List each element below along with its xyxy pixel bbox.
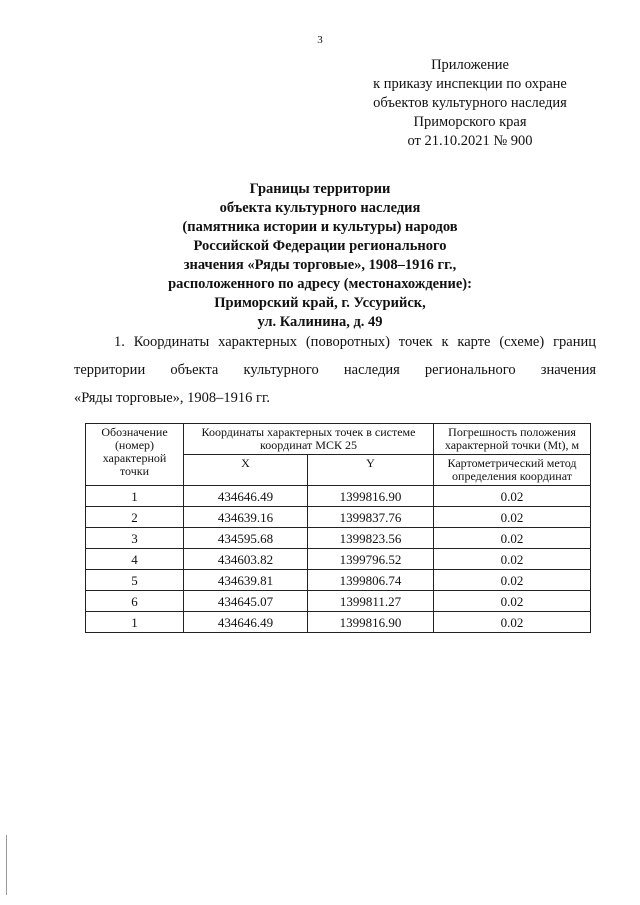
mt-cell: 0.02: [434, 591, 591, 612]
scan-edge-mark: [6, 835, 7, 895]
table-row: [86, 591, 591, 612]
mt-cell: 0.02: [434, 528, 591, 549]
title-line: значения «Ряды торговые», 1908–1916 гг.,: [183, 257, 457, 273]
title-line: Приморский край, г. Уссурийск,: [214, 295, 426, 311]
point-cell: 5: [86, 570, 184, 591]
appendix-block: [340, 56, 600, 151]
body-paragraph: [74, 328, 596, 412]
x-cell: 434639.16: [184, 507, 308, 528]
x-header: X: [184, 455, 308, 486]
x-cell: 434639.81: [184, 570, 308, 591]
mt-cell: 0.02: [434, 612, 591, 633]
y-cell: 1399811.27: [308, 591, 434, 612]
table-row: [86, 612, 591, 633]
table-row: [86, 570, 591, 591]
y-cell: 1399823.56: [308, 528, 434, 549]
point-cell: 4: [86, 549, 184, 570]
method-header: Картометрический метод определения координат: [434, 455, 591, 486]
point-cell: 1: [86, 486, 184, 507]
paragraph-line: «Ряды торговые», 1908–1916 гг.: [74, 390, 270, 406]
title-line: Границы территории: [249, 181, 391, 197]
point-header: Обозначение (номер) характерной точки: [86, 424, 184, 486]
x-cell: 434595.68: [184, 528, 308, 549]
point-cell: 2: [86, 507, 184, 528]
y-cell: 1399816.90: [308, 612, 434, 633]
coords-header: Координаты характерных точек в системе координат МСК 25: [184, 424, 434, 455]
title-line: Российской Федерации регионального: [193, 238, 447, 254]
table-row: [86, 528, 591, 549]
title-line: ул. Калинина, д. 49: [257, 314, 383, 330]
appendix-line: объектов культурного наследия: [373, 95, 567, 111]
y-header: Y: [308, 455, 434, 486]
title-line: (памятника истории и культуры) народов: [182, 219, 458, 235]
mt-cell: 0.02: [434, 486, 591, 507]
table-header-row: [86, 424, 591, 455]
point-cell: 1: [86, 612, 184, 633]
coordinates-table: [85, 423, 591, 633]
mt-cell: 0.02: [434, 549, 591, 570]
x-cell: 434646.49: [184, 612, 308, 633]
y-cell: 1399837.76: [308, 507, 434, 528]
paragraph-line: 1. Координаты характерных (поворотных) точек к карте (схеме) границ: [114, 334, 596, 350]
page-number: 3: [317, 34, 323, 46]
table-row: [86, 507, 591, 528]
appendix-line: к приказу инспекции по охране: [373, 76, 567, 92]
x-cell: 434603.82: [184, 549, 308, 570]
accuracy-header: Погрешность положения характерной точки (Mt), м: [434, 424, 591, 455]
y-cell: 1399796.52: [308, 549, 434, 570]
title-line: расположенного по адресу (местонахождение):: [168, 276, 472, 292]
x-cell: 434646.49: [184, 486, 308, 507]
y-cell: 1399806.74: [308, 570, 434, 591]
point-cell: 3: [86, 528, 184, 549]
x-cell: 434645.07: [184, 591, 308, 612]
table-row: [86, 486, 591, 507]
title-line: объекта культурного наследия: [219, 200, 421, 216]
appendix-line: Приморского края: [413, 114, 527, 130]
document-title: [80, 180, 560, 332]
appendix-line: от 21.10.2021 № 900: [407, 133, 533, 149]
mt-cell: 0.02: [434, 570, 591, 591]
appendix-line: Приложение: [431, 57, 509, 73]
table-row: [86, 549, 591, 570]
paragraph-line: территории объекта культурного наследия регионального значения: [74, 362, 596, 378]
point-cell: 6: [86, 591, 184, 612]
y-cell: 1399816.90: [308, 486, 434, 507]
mt-cell: 0.02: [434, 507, 591, 528]
